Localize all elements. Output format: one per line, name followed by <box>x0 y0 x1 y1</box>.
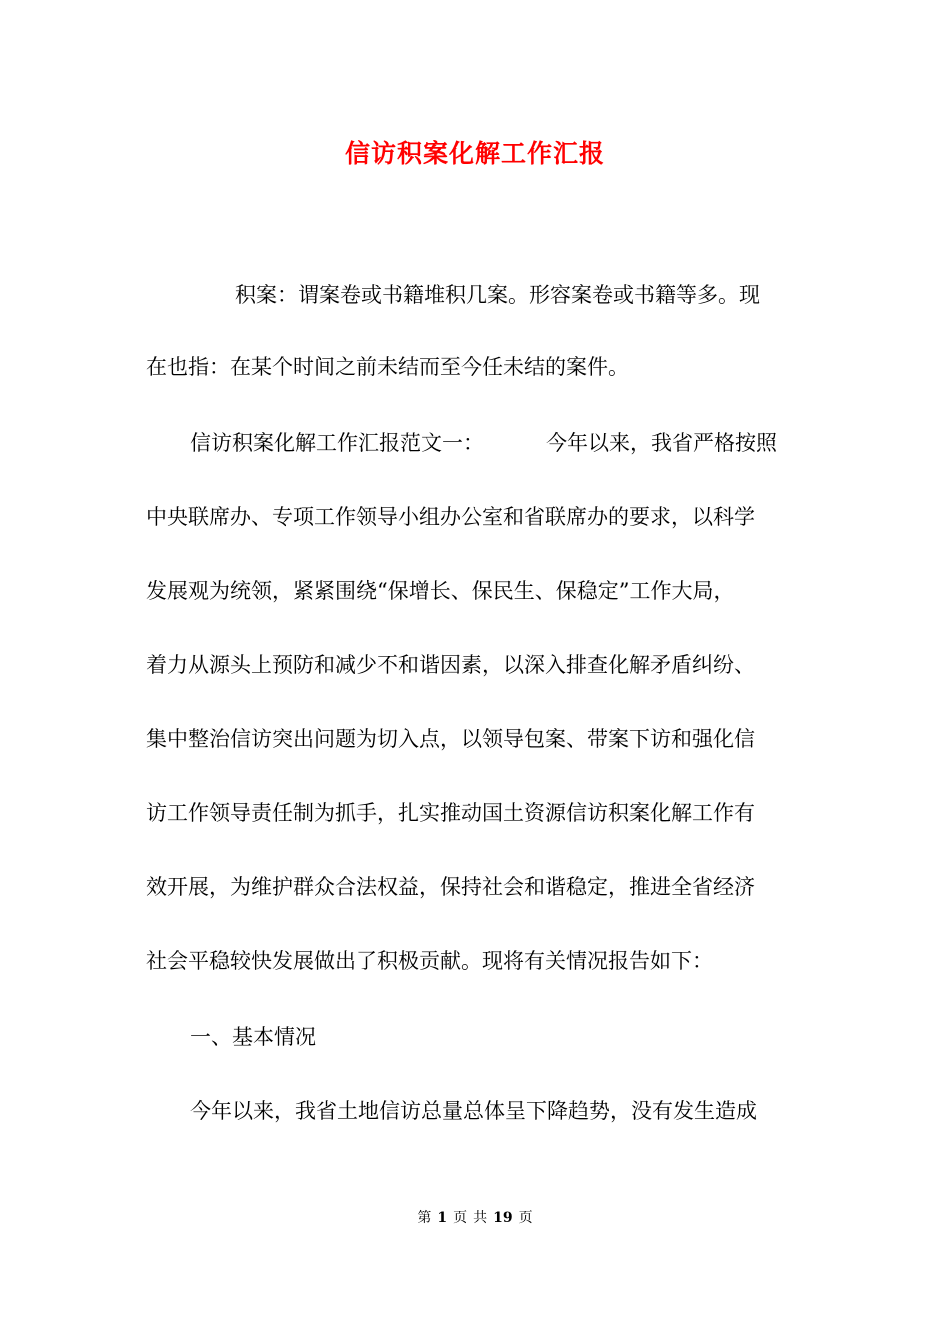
footer-suffix: 页 <box>518 1210 533 1226</box>
paragraph-line: 集中整治信访突出问题为切入点，以领导包案、带案下访和强化信 <box>146 727 755 751</box>
section-heading-text: 信访积案化解工作汇报范文一： <box>190 431 484 455</box>
paragraph-line: 积案：谓案卷或书籍堆积几案。形容案卷或书籍等多。现 <box>235 283 760 307</box>
paragraph-line: 在也指：在某个时间之前未结而至今任未结的案件。 <box>146 355 629 379</box>
paragraph-line: 社会平稳较快发展做出了积极贡献。现将有关情况报告如下： <box>146 949 713 973</box>
paragraph-line: 访工作领导责任制为抓手，扎实推动国土资源信访积案化解工作有 <box>146 801 755 825</box>
footer-page-label: 页 <box>453 1210 468 1226</box>
section-heading: 一、基本情况 <box>190 1025 316 1049</box>
paragraph-line: 今年以来，我省土地信访总量总体呈下降趋势，没有发生造成 <box>190 1099 757 1123</box>
paragraph-line: 中央联席办、专项工作领导小组办公室和省联席办的要求，以科学 <box>146 505 755 529</box>
footer-total-label: 共 <box>473 1210 488 1226</box>
document-title: 信访积案化解工作汇报 <box>344 139 605 168</box>
current-page-number: 1 <box>437 1210 448 1226</box>
page-footer <box>0 1208 950 1228</box>
paragraph-line: 着力从源头上预防和减少不和谐因素，以深入排查化解矛盾纠纷、 <box>146 653 755 677</box>
paragraph-line: 发展观为统领，紧紧围绕“保增长、保民生、保稳定”工作大局， <box>146 579 735 603</box>
total-page-count: 19 <box>493 1210 513 1226</box>
footer-prefix: 第 <box>417 1210 432 1226</box>
paragraph-line <box>190 428 860 458</box>
paragraph-line: 效开展，为维护群众合法权益，保持社会和谐稳定，推进全省经济 <box>146 875 755 899</box>
paragraph-text: 今年以来，我省严格按照 <box>546 431 777 455</box>
